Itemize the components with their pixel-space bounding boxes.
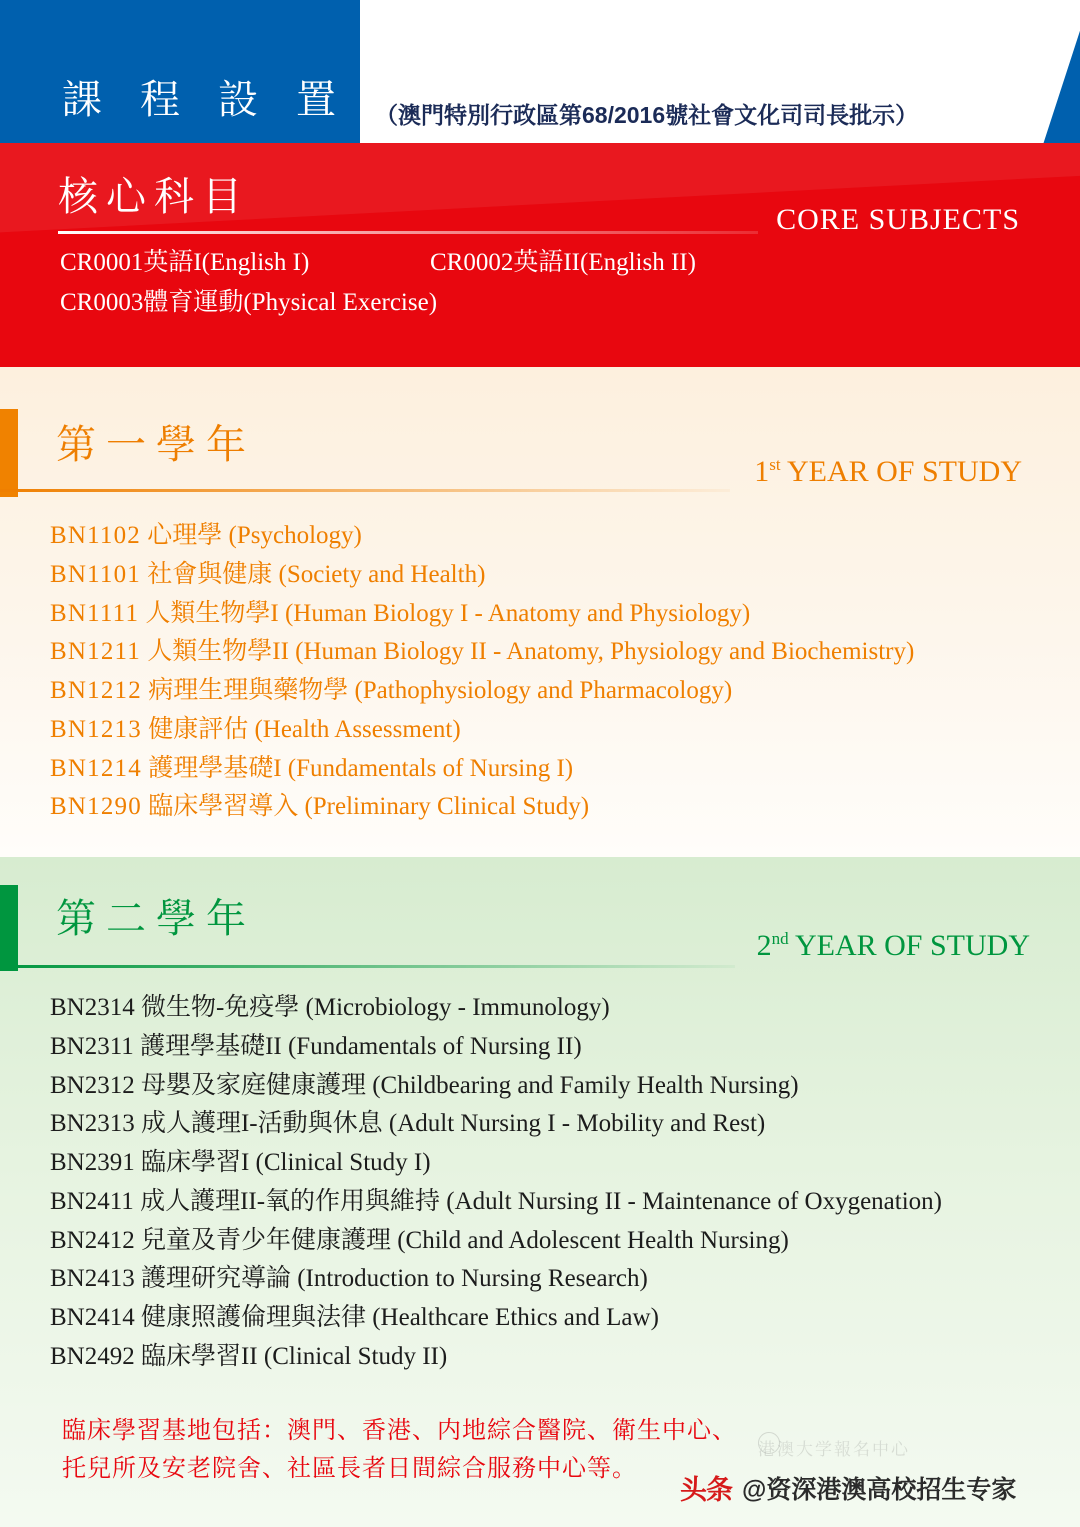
- page-header: [0, 0, 1080, 143]
- approval-note: （澳門特別行政區第68/2016號社會文化司司長批示）: [375, 102, 919, 128]
- core-section-divider: [58, 231, 758, 234]
- core-course-row: [60, 243, 1020, 283]
- course-code: BN1211: [50, 638, 142, 666]
- course-name: 臨床學習I (Clinical Study I): [140, 1149, 431, 1176]
- watermark-badge: [680, 1468, 1016, 1507]
- note-line: 臨床學習基地包括：澳門、香港、内地綜合醫院、衛生中心、: [62, 1418, 737, 1444]
- year-2-title-zh: 第二學年: [56, 896, 256, 941]
- course-name: 成人護理II-氧的作用與維持 (Adult Nursing II - Maintenance of Oxygenation): [140, 1187, 942, 1215]
- year-2-accent-bar: [0, 885, 18, 971]
- year-1-accent-bar: [0, 409, 18, 497]
- course-code: BN1290: [50, 793, 142, 821]
- course-code: BN1214: [50, 754, 142, 782]
- year-1-section: [0, 367, 1080, 857]
- year-2-title-en-rest: YEAR OF STUDY: [788, 929, 1030, 962]
- course-code: BN1102: [50, 522, 142, 549]
- course-name: 護理研究導論 (Introduction to Nursing Research): [140, 1265, 648, 1293]
- course-code: BN2312: [50, 1071, 135, 1099]
- course-name: 成人護理I-活動與休息 (Adult Nursing I - Mobility and Rest): [140, 1110, 766, 1138]
- year-2-course-list: [50, 989, 942, 1377]
- course-name: 臨床學習導入 (Preliminary Clinical Study): [148, 793, 590, 821]
- toutiao-logo-icon: 头条: [680, 1475, 732, 1505]
- year-1-course-list: [50, 517, 914, 827]
- core-course-list: [60, 243, 1020, 323]
- course-row: [50, 750, 914, 789]
- course-code: BN2311: [50, 1032, 134, 1060]
- course-name: 健康評估 (Health Assessment): [148, 715, 461, 743]
- year-2-ordinal-suffix: nd: [771, 929, 789, 948]
- course-code: BN1111: [50, 599, 140, 627]
- course-row: [50, 1183, 942, 1222]
- year-1-ordinal-suffix: st: [769, 455, 781, 474]
- course-row: [50, 1028, 942, 1067]
- core-course-item: CR0003體育運動(Physical Exercise): [60, 289, 438, 316]
- course-row: [50, 1144, 942, 1183]
- clinical-practice-note: [62, 1412, 737, 1489]
- course-row: [50, 788, 914, 827]
- year-1-title-en-rest: YEAR OF STUDY: [780, 455, 1022, 488]
- course-row: [50, 711, 914, 750]
- course-name: 臨床學習II (Clinical Study II): [140, 1342, 448, 1370]
- year-2-divider: [0, 965, 735, 968]
- note-line: 托兒所及安老院舍、社區長者日間綜合服務中心等。: [62, 1456, 637, 1483]
- course-code: BN2314: [50, 994, 135, 1021]
- core-section-title-en: CORE SUBJECTS: [776, 203, 1020, 236]
- page-title: 課 程 設 置: [62, 77, 350, 122]
- year-1-title-zh: 第一學年: [56, 422, 256, 467]
- year-1-title-en: [754, 455, 1022, 489]
- course-name: 人類生物學I (Human Biology I - Anatomy and Physiology): [145, 599, 751, 627]
- year-1-divider: [0, 489, 730, 492]
- course-row: [50, 989, 942, 1028]
- course-name: 護理學基礎II (Fundamentals of Nursing II): [140, 1032, 582, 1060]
- year-1-ordinal-number: 1: [754, 455, 770, 488]
- course-code: BN2414: [50, 1304, 135, 1331]
- course-name: 人類生物學II (Human Biology II - Anatomy, Physiology and Biochemistry): [147, 638, 915, 666]
- core-course-item: CR0001英語I(English I): [60, 249, 310, 276]
- course-code: BN1212: [50, 677, 142, 704]
- course-code: BN2391: [50, 1149, 135, 1176]
- course-row: [50, 1338, 942, 1377]
- course-row: [50, 633, 914, 672]
- course-code: BN2492: [50, 1342, 135, 1370]
- course-code: BN2413: [50, 1265, 135, 1293]
- course-name: 微生物-免疫學 (Microbiology - Immunology): [140, 994, 610, 1021]
- course-row: [50, 517, 914, 556]
- year-2-section: [0, 857, 1080, 1527]
- course-code: BN1213: [50, 715, 142, 743]
- course-name: 母嬰及家庭健康護理 (Childbearing and Family Health Nursing): [140, 1071, 799, 1099]
- course-code: BN2411: [50, 1187, 134, 1215]
- course-name: 護理學基礎I (Fundamentals of Nursing I): [148, 754, 574, 782]
- course-row: [50, 595, 914, 634]
- watermark-handle: @资深港澳高校招生专家: [742, 1475, 1017, 1504]
- year-2-ordinal-number: 2: [756, 929, 772, 962]
- course-name: 心理學 (Psychology): [147, 522, 362, 549]
- course-code: BN2313: [50, 1110, 135, 1138]
- watermark-faint-text: 港澳大学報名中心: [758, 1440, 910, 1459]
- course-row: [50, 672, 914, 711]
- course-name: 社會與健康 (Society and Health): [147, 560, 486, 588]
- course-row: [50, 556, 914, 595]
- core-subjects-section: [0, 143, 1080, 367]
- year-2-title-en: [757, 929, 1030, 963]
- course-name: 病理生理與藥物學 (Pathophysiology and Pharmacology): [148, 677, 733, 704]
- course-row: [50, 1222, 942, 1261]
- course-name: 健康照護倫理與法律 (Healthcare Ethics and Law): [140, 1304, 659, 1331]
- course-name: 兒童及青少年健康護理 (Child and Adolescent Health Nursing): [140, 1226, 789, 1254]
- core-section-title-zh: 核心科目: [58, 174, 250, 219]
- course-row: [50, 1067, 942, 1106]
- course-row: [50, 1299, 942, 1338]
- core-course-item: CR0002英語II(English II): [430, 249, 696, 276]
- course-code: BN2412: [50, 1226, 135, 1254]
- course-code: BN1101: [50, 560, 142, 588]
- course-row: [50, 1105, 942, 1144]
- course-row: [50, 1260, 942, 1299]
- core-course-row: [60, 283, 1020, 323]
